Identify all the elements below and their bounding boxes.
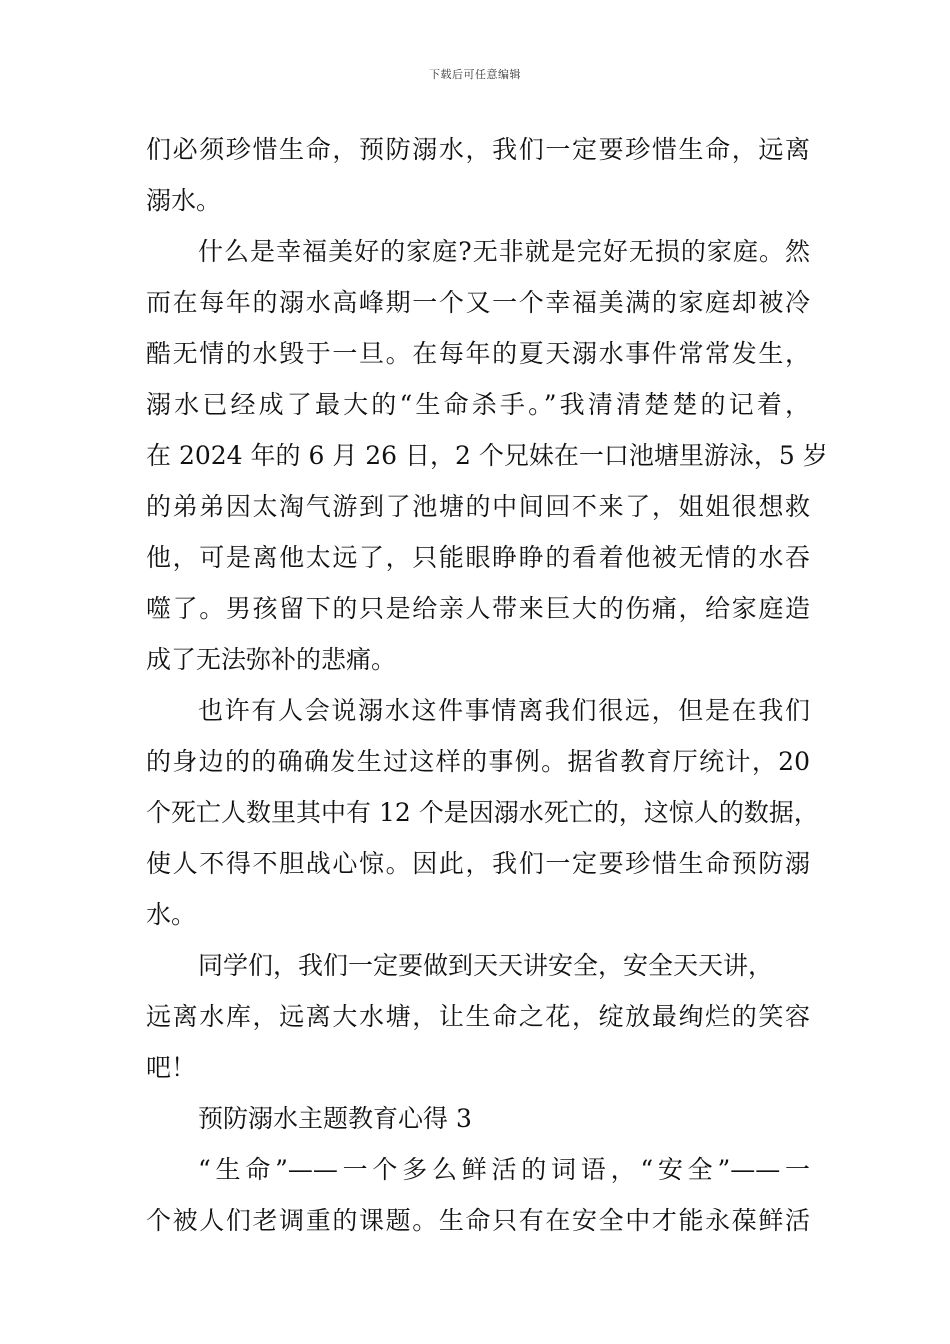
text-line: 使人不得不胆战心惊。因此，我们一定要珍惜生命预防溺 bbox=[146, 849, 810, 878]
paragraph bbox=[146, 940, 810, 1093]
paragraph bbox=[146, 685, 819, 940]
text-line: 同学们，我们一定要做到天天讲安全，安全天天讲， bbox=[198, 951, 774, 980]
section-heading bbox=[146, 1093, 810, 1144]
paragraph bbox=[146, 1144, 810, 1246]
text-line: 吧！ bbox=[146, 1053, 197, 1082]
section-title: 预防溺水主题教育心得 3 bbox=[198, 1104, 472, 1133]
text-line: 而在每年的溺水高峰期一个又一个幸福美满的家庭却被冷 bbox=[146, 288, 810, 317]
text-line: 远离水库，远离大水塘，让生命之花，绽放最绚烂的笑容 bbox=[146, 1002, 810, 1031]
text-line: 个死亡人数里其中有 12 个是因溺水死亡的，这惊人的数据， bbox=[146, 798, 819, 827]
text-line: 成了无法弥补的悲痛。 bbox=[146, 645, 397, 674]
text-line: 酷无情的水毁于一旦。在每年的夏天溺水事件常常发生， bbox=[146, 339, 810, 368]
text-line: 他，可是离他太远了，只能眼睁睁的看着他被无情的水吞 bbox=[146, 543, 810, 572]
text-line: 的弟弟因太淘气游到了池塘的中间回不来了，姐姐很想救 bbox=[146, 492, 810, 521]
text-line: 在 2024 年的 6 月 26 日，2 个兄妹在一口池塘里游泳，5 岁 bbox=[146, 441, 828, 470]
text-line: 溺水。 bbox=[146, 186, 222, 215]
text-line: 什么是幸福美好的家庭?无非就是完好无损的家庭。然 bbox=[198, 237, 810, 266]
text-line: “生命”——一个多么鲜活的词语，“安全”——一 bbox=[198, 1155, 810, 1184]
paragraph bbox=[146, 226, 828, 685]
text-line: 水。 bbox=[146, 900, 197, 929]
page-header: 下载后可任意编辑 bbox=[429, 68, 521, 81]
document-body bbox=[146, 124, 828, 1246]
paragraph bbox=[146, 124, 810, 226]
text-line: 的身边的的确确发生过这样的事例。据省教育厅统计，20 bbox=[146, 747, 810, 776]
text-line: 噬了。男孩留下的只是给亲人带来巨大的伤痛，给家庭造 bbox=[146, 594, 810, 623]
text-line: 个被人们老调重的课题。生命只有在安全中才能永葆鲜活 bbox=[146, 1206, 810, 1235]
text-line: 也许有人会说溺水这件事情离我们很远，但是在我们 bbox=[198, 696, 810, 725]
text-line: 溺水已经成了最大的“生命杀手。”我清清楚楚的记着， bbox=[146, 390, 810, 419]
text-line: 们必须珍惜生命，预防溺水，我们一定要珍惜生命，远离 bbox=[146, 135, 810, 164]
